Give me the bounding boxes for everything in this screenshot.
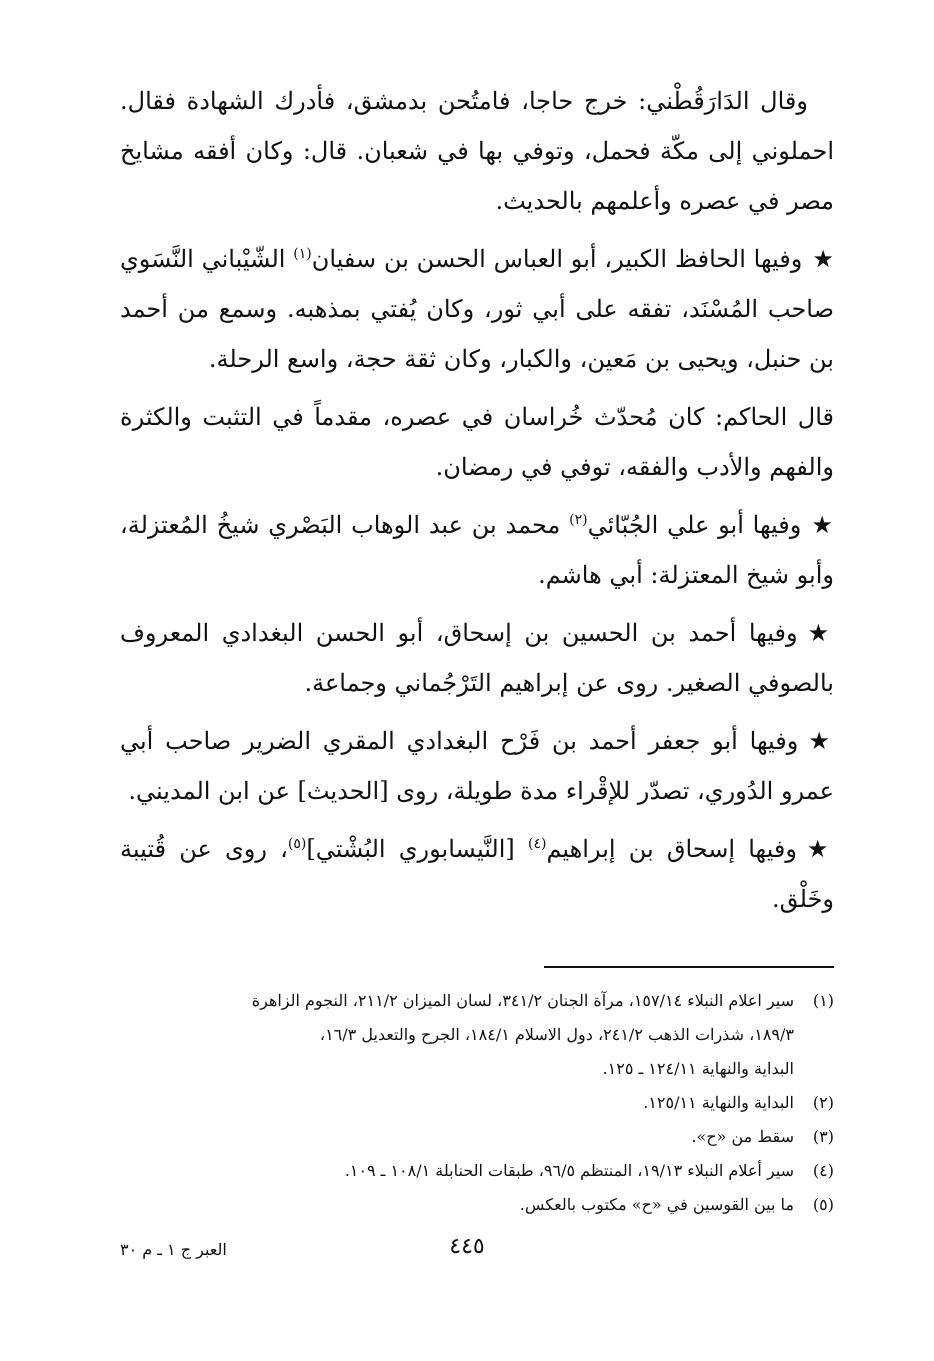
paragraph-text: وفيها أحمد بن الحسين بن إسحاق، أبو الحسن البغدادي المعروف بالصوفي الصغير. روى عن إبراهيم التَرْجُماني وجماعة.	[120, 619, 834, 697]
paragraph-text: وفيها إسحاق بن إبراهيم	[546, 835, 797, 863]
footnote-line: سير أعلام النبلاء ١٩/١٣، المنتظم ٩٦/٥، طبقات الحنابلة ١٠٨/١ ـ ١٠٩.	[344, 1161, 794, 1180]
footnote-line: البداية والنهاية ١٢٥/١١.	[643, 1093, 794, 1112]
star-marker: ★	[812, 245, 835, 273]
footnote-number: (٤)	[812, 1161, 834, 1180]
paragraph	[120, 392, 834, 492]
paragraph	[120, 76, 834, 226]
footnote-divider	[544, 966, 834, 968]
entry-paragraph	[120, 500, 834, 600]
footnote-continuation	[120, 1052, 834, 1086]
paragraph-text: وفيها أبو علي الجُبّائي	[587, 511, 802, 539]
footnote	[120, 1086, 834, 1120]
star-marker: ★	[808, 727, 835, 755]
main-text	[120, 76, 834, 932]
star-marker: ★	[807, 619, 835, 647]
footnote-number: (٥)	[812, 1195, 834, 1214]
paragraph-text: ، روى عن قُتيبة وخَلْق.	[120, 835, 834, 913]
paragraph-text: محمد بن عبد الوهاب البَصْري شيخُ المُعتزلة، وأبو شيخ المعتزلة: أبي هاشم.	[120, 511, 834, 589]
footnote-number: (٣)	[812, 1127, 834, 1146]
footnotes	[120, 984, 834, 1222]
entry-paragraph	[120, 824, 834, 924]
signature-mark: العبر ج ١ ـ م ٣٠	[120, 1240, 227, 1259]
paragraph-text: وفيها أبو جعفر أحمد بن فَرْح البغدادي المقري الضرير صاحب أبي عمرو الدُوري، تصدّر للإقْراء مدة طويلة، روى [الحديث] عن ابن المديني.	[120, 727, 834, 805]
footnote-continuation	[120, 1018, 834, 1052]
footnote-line: سير اعلام النبلاء ١٥٧/١٤، مرآة الجنان ٣٤١/٢، لسان الميزان ٢١١/٢، النجوم الزاهرة	[251, 991, 794, 1010]
footnote-ref: (١)	[293, 246, 312, 262]
entry-paragraph	[120, 608, 834, 708]
paragraph-text: وفيها الحافظ الكبير، أبو العباس الحسن بن سفيان	[311, 245, 803, 273]
footnote-line: ما بين القوسين في «ح» مكتوب بالعكس.	[519, 1195, 794, 1214]
entry-paragraph	[120, 234, 834, 384]
footnote-number: (٢)	[812, 1093, 834, 1112]
page-number: ٤٤٥	[449, 1234, 485, 1259]
star-marker: ★	[811, 511, 835, 539]
footnote-line: البداية والنهاية ١٢٤/١١ ـ ١٢٥.	[602, 1059, 794, 1078]
footnote	[120, 1120, 834, 1154]
footnote-number: (١)	[812, 991, 834, 1010]
footnote	[120, 984, 834, 1018]
footnote-line: سقط من «ح».	[691, 1127, 794, 1146]
entry-paragraph	[120, 716, 834, 816]
footnote	[120, 1154, 834, 1188]
paragraph-text: وقال الدَارَقُطْني: خرج حاجا، فامتُحن بدمشق، فأدرك الشهادة فقال. احملوني إلى مكّة فحمل، وتوفي بها في شعبان. قال: وكان أفقه مشايخ مصر في عصره وأعلمهم بالحديث.	[120, 87, 834, 215]
footnote-line: ١٨٩/٣، شذرات الذهب ٢٤١/٢، دول الاسلام ١٨٤/١، الجرح والتعديل ١٦/٣،	[319, 1025, 794, 1044]
footnote	[120, 1188, 834, 1222]
footnote-ref: (٤)	[527, 836, 547, 852]
footnote-ref: (٢)	[569, 512, 588, 528]
paragraph-text: الشّيْباني النَّسَوي صاحب المُسْنَد، تفقه على أبي ثور، وكان يُفتي بمذهبه. وسمع من أحمد بن حنبل، ويحيى بن مَعين، والكبار، وكان ثقة حجة، واسع الرحلة.	[120, 245, 834, 373]
footnote-ref: (٥)	[287, 836, 307, 852]
star-marker: ★	[806, 835, 834, 863]
paragraph-text: قال الحاكم: كان مُحدّث خُراسان في عصره، مقدماً في التثبت والكثرة والفهم والأدب والفقه، توفي في رمضان.	[120, 403, 834, 481]
paragraph-text: [النَّيسابوري البُشْتي]	[306, 835, 528, 863]
